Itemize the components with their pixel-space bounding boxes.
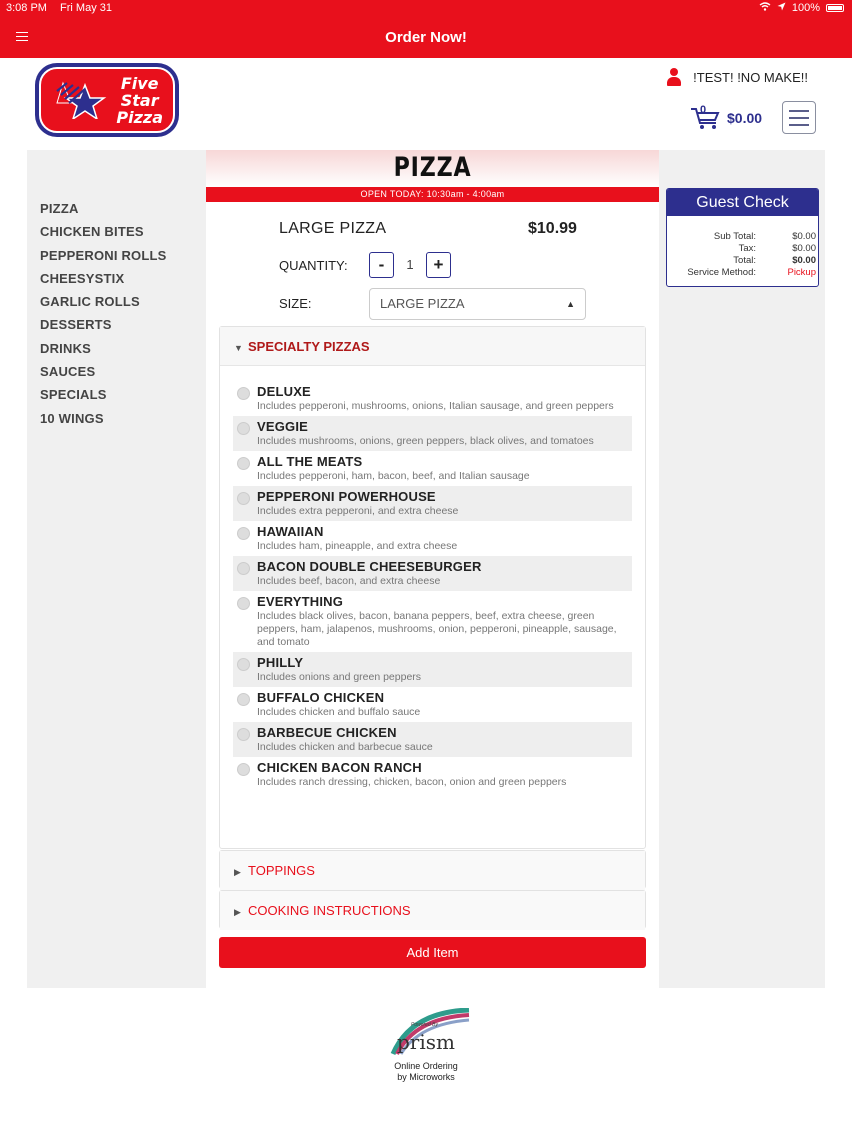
toppings-header[interactable]: ▶ TOPPINGS bbox=[220, 851, 645, 890]
location-icon bbox=[777, 2, 786, 14]
account-menu-button[interactable] bbox=[782, 101, 816, 134]
list-item[interactable]: HAWAIIAN Includes ham, pineapple, and extra cheese bbox=[233, 521, 632, 556]
radio-button[interactable] bbox=[237, 527, 250, 540]
cooking-instructions-section bbox=[219, 890, 646, 929]
size-label: SIZE: bbox=[279, 296, 312, 311]
category-item-garlic-rolls[interactable]: GARLIC ROLLS bbox=[40, 294, 140, 310]
cooking-instructions-header[interactable]: ▶ COOKING INSTRUCTIONS bbox=[220, 891, 645, 930]
category-item-pizza[interactable]: PIZZA bbox=[40, 201, 79, 216]
star-icon bbox=[55, 79, 111, 119]
item-price: $10.99 bbox=[528, 220, 577, 237]
specialty-pizza-options bbox=[220, 366, 645, 792]
list-item[interactable]: BUFFALO CHICKEN Includes chicken and buffalo sauce bbox=[233, 687, 632, 722]
footer bbox=[376, 1008, 476, 1083]
specialty-pizzas-section bbox=[219, 326, 646, 849]
page-title: Order Now! bbox=[385, 29, 467, 46]
wifi-icon bbox=[759, 2, 771, 14]
quantity-decrease-button[interactable]: - bbox=[369, 252, 394, 278]
radio-button[interactable] bbox=[237, 658, 250, 671]
quantity-increase-button[interactable]: + bbox=[426, 252, 451, 278]
user-name: !TEST! !NO MAKE!! bbox=[693, 69, 808, 85]
cart-total[interactable]: $0.00 bbox=[727, 110, 763, 126]
account-link[interactable] bbox=[667, 68, 808, 86]
footer-line-1: Online Ordering bbox=[394, 1061, 458, 1071]
toppings-section bbox=[219, 850, 646, 889]
status-bar-right bbox=[759, 2, 844, 14]
list-item[interactable]: BARBECUE CHICKEN Includes chicken and barbecue sauce bbox=[233, 722, 632, 757]
radio-button[interactable] bbox=[237, 597, 250, 610]
list-item[interactable]: EVERYTHING Includes black olives, bacon, banana peppers, beef, extra cheese, green peppers, ham, jalapenos, mushrooms, onion, pepperoni, pineapple, sausage, and tomato bbox=[233, 591, 632, 652]
cart-count-badge: 0 bbox=[700, 104, 707, 116]
list-item[interactable]: PEPPERONI POWERHOUSE Includes extra pepperoni, and extra cheese bbox=[233, 486, 632, 521]
radio-button[interactable] bbox=[237, 562, 250, 575]
category-list bbox=[40, 200, 167, 433]
battery-icon bbox=[826, 4, 844, 12]
add-item-button[interactable]: Add Item bbox=[219, 937, 646, 968]
list-item[interactable]: PHILLY Includes onions and green peppers bbox=[233, 652, 632, 687]
item-name: LARGE PIZZA bbox=[279, 220, 387, 237]
category-item-cheesystix[interactable]: CHEESYSTIX bbox=[40, 270, 125, 286]
caret-right-icon: ▶ bbox=[234, 907, 241, 917]
category-item-pepperoni-rolls[interactable]: PEPPERONI ROLLS bbox=[40, 247, 167, 263]
list-item[interactable]: ALL THE MEATS Includes pepperoni, ham, bacon, beef, and Italian sausage bbox=[233, 451, 632, 486]
specialty-pizzas-header[interactable]: ▼ SPECIALTY PIZZAS bbox=[220, 327, 645, 366]
radio-button[interactable] bbox=[237, 387, 250, 400]
radio-button[interactable] bbox=[237, 422, 250, 435]
footer-line-2: by Microworks bbox=[397, 1072, 455, 1082]
list-item[interactable]: VEGGIE Includes mushrooms, onions, green peppers, black olives, and tomatoes bbox=[233, 416, 632, 451]
radio-button[interactable] bbox=[237, 763, 250, 776]
top-bar bbox=[0, 0, 852, 58]
radio-button[interactable] bbox=[237, 492, 250, 505]
radio-button[interactable] bbox=[237, 728, 250, 741]
prism-wordmark: prism bbox=[397, 1030, 455, 1054]
item-detail-panel bbox=[206, 150, 659, 988]
category-item-10-wings[interactable]: 10 WINGS bbox=[40, 410, 104, 426]
prism-logo[interactable]: Powered By prism bbox=[381, 1008, 471, 1058]
radio-button[interactable] bbox=[237, 457, 250, 470]
list-item[interactable]: DELUXE Includes pepperoni, mushrooms, onions, Italian sausage, and green peppers bbox=[233, 381, 632, 416]
category-item-desserts[interactable]: DESSERTS bbox=[40, 317, 112, 333]
store-hours-banner: OPEN TODAY: 10:30am - 4:00am bbox=[206, 187, 659, 202]
user-icon bbox=[667, 68, 681, 86]
category-item-specials[interactable]: SPECIALS bbox=[40, 387, 107, 403]
guest-check: Guest Check Sub Total: $0.00 Tax: $0.00 Total: $0.00 Service Method: Pickup bbox=[666, 188, 819, 287]
list-item[interactable]: BACON DOUBLE CHEESEBURGER Includes beef, bacon, and extra cheese bbox=[233, 556, 632, 591]
status-time: 3:08 PM bbox=[6, 2, 47, 14]
status-date: Fri May 31 bbox=[60, 2, 112, 14]
five-star-pizza-logo[interactable] bbox=[35, 63, 179, 137]
caret-right-icon: ▶ bbox=[234, 867, 241, 877]
category-item-sauces[interactable]: SAUCES bbox=[40, 364, 96, 380]
category-item-chicken-bites[interactable]: CHICKEN BITES bbox=[40, 224, 144, 240]
radio-button[interactable] bbox=[237, 693, 250, 706]
caret-down-icon: ▼ bbox=[234, 343, 243, 353]
select-caret-icon: ▲ bbox=[566, 299, 575, 309]
category-title: PIZZA bbox=[393, 152, 472, 183]
size-select[interactable]: LARGE PIZZA ▲ bbox=[369, 288, 586, 320]
guest-check-title: Guest Check bbox=[667, 189, 818, 216]
battery-percent: 100% bbox=[791, 2, 820, 14]
list-item[interactable]: CHICKEN BACON RANCH Includes ranch dressing, chicken, bacon, onion and green peppers bbox=[233, 757, 632, 792]
category-item-drinks[interactable]: DRINKS bbox=[40, 340, 92, 356]
quantity-input[interactable]: 1 bbox=[406, 257, 414, 272]
status-bar-left bbox=[6, 2, 122, 14]
logo-wordmark: Five Star Pizza bbox=[116, 74, 163, 127]
quantity-label: QUANTITY: bbox=[279, 258, 348, 273]
